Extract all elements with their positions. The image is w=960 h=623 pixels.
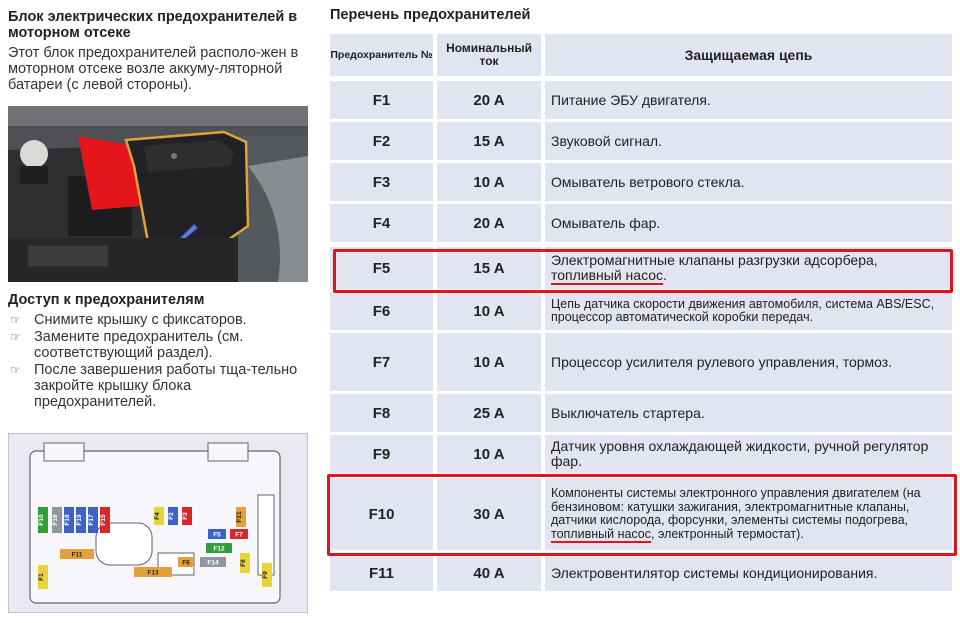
rating-cell: 15 A	[437, 247, 541, 289]
fuse-f18	[64, 507, 74, 533]
fuel-pump-underline: топливный насос	[551, 526, 652, 541]
fuse-f8	[240, 553, 250, 573]
rating-cell: 25 A	[437, 394, 541, 432]
fuse-number-cell: F2	[330, 122, 433, 160]
fusebox-title: Блок электрических предохранителей в моторном отсеке	[8, 9, 298, 41]
fuse-f13	[134, 567, 172, 577]
fuse-f7	[230, 529, 248, 539]
engine-bay-photo	[8, 106, 308, 282]
fuse-table-title: Перечень предохранителей	[330, 7, 531, 23]
circuit-cell: Электромагнитные клапаны разгрузки адсорбера, топливный насос.	[545, 247, 952, 289]
fuse-f1	[38, 565, 48, 589]
fuse-f9	[262, 563, 272, 587]
fuse-f10	[38, 507, 48, 533]
fuse-f16	[52, 507, 62, 533]
circuit-cell: Датчик уровня охлаждающей жидкости, ручной регулятор фар.	[545, 435, 952, 473]
svg-text:F21: F21	[236, 511, 243, 523]
fuse-f12	[206, 543, 232, 553]
fuse-number-cell: F5	[330, 247, 433, 289]
svg-text:F1: F1	[38, 573, 45, 581]
access-step: ☞ После завершения работы тща-тельно закройте крышку блока предохранителей.	[10, 362, 298, 410]
fuse-f14	[200, 557, 226, 567]
svg-text:F11: F11	[71, 551, 83, 559]
fusebox-intro: Этот блок предохранителей располо-жен в моторном отсеке возле аккуму-ляторной батареи (с левой стороны).	[8, 45, 299, 93]
fuse-box-diagram	[8, 433, 308, 613]
svg-text:F13: F13	[147, 569, 159, 577]
svg-text:F5: F5	[213, 531, 221, 539]
fuse-f11	[60, 549, 94, 559]
fuse-number-cell: F6	[330, 292, 433, 330]
fuse-f3	[182, 507, 192, 525]
circuit-cell: Выключатель стартера.	[545, 394, 952, 432]
svg-text:F19: F19	[76, 514, 83, 526]
access-step: ☞ Снимите крышку с фиксаторов.	[10, 312, 247, 328]
svg-text:F12: F12	[213, 545, 225, 553]
svg-text:F9: F9	[262, 571, 269, 579]
fuel-pump-underline: топливный насос	[551, 267, 664, 283]
fuse-number-cell: F8	[330, 394, 433, 432]
svg-text:F4: F4	[154, 512, 161, 520]
highlight-f10-row	[327, 474, 957, 556]
svg-text:F7: F7	[235, 531, 243, 539]
svg-text:F17: F17	[88, 514, 95, 526]
circuit-cell: Омыватель фар.	[545, 204, 952, 242]
rating-cell: 10 A	[437, 333, 541, 391]
svg-text:F6: F6	[182, 559, 190, 567]
rating-cell: 10 A	[437, 163, 541, 201]
fuse-number-cell: F7	[330, 333, 433, 391]
rating-cell: 10 A	[437, 292, 541, 330]
pointing-hand-icon: ☞	[10, 363, 21, 377]
engine-bay-illustration	[8, 106, 308, 282]
access-steps	[8, 312, 310, 411]
fuse-f2	[168, 507, 178, 525]
fuse-f19	[76, 507, 86, 533]
fuse-number-cell: F1	[330, 81, 433, 119]
header-fuse-number: Предохранитель №	[330, 34, 433, 76]
fuse-number-cell: F10	[330, 478, 433, 550]
svg-text:F16: F16	[52, 514, 59, 526]
circuit-cell: Процессор усилителя рулевого управления, тормоз.	[545, 333, 952, 391]
fuse-f5	[208, 529, 226, 539]
rating-cell: 10 A	[437, 435, 541, 473]
fuse-f21	[236, 507, 246, 527]
svg-text:F8: F8	[240, 559, 247, 567]
fuse-f4	[154, 507, 164, 525]
rating-cell: 30 A	[437, 478, 541, 550]
svg-text:F3: F3	[182, 512, 189, 520]
circuit-cell: Звуковой сигнал.	[545, 122, 952, 160]
fuse-f6	[178, 557, 194, 567]
svg-text:F2: F2	[168, 512, 175, 520]
pointing-hand-icon: ☞	[10, 330, 21, 344]
fuse-number-cell: F9	[330, 435, 433, 473]
circuit-cell: Компоненты системы электронного управления двигателем (на бензиновом: катушки зажигания, электромагнитные клапаны, датчики кислорода, форсунки, элементы системы подогрева, топливный насос, электронный термостат).	[545, 478, 952, 550]
svg-text:F14: F14	[207, 559, 219, 567]
rating-cell: 15 A	[437, 122, 541, 160]
fuse-f17	[88, 507, 98, 533]
circuit-cell: Цепь датчика скорости движения автомобиля, система ABS/ESC, процессор автоматической коробки передач.	[545, 292, 952, 330]
fuse-number-cell: F11	[330, 555, 433, 591]
circuit-cell: Омыватель ветрового стекла.	[545, 163, 952, 201]
rating-cell: 20 A	[437, 204, 541, 242]
svg-text:F10: F10	[38, 514, 45, 526]
fuse-f15	[100, 507, 110, 533]
circuit-cell: Электровентилятор системы кондиционирования.	[545, 555, 952, 591]
header-circuit: Защищаемая цепь	[545, 34, 952, 76]
access-step: ☞ Замените предохранитель (см. соответствующий раздел).	[10, 329, 244, 361]
access-title: Доступ к предохранителям	[8, 292, 205, 308]
pointing-hand-icon: ☞	[10, 313, 21, 327]
svg-text:F15: F15	[100, 514, 107, 526]
fuse-number-cell: F4	[330, 204, 433, 242]
rating-cell: 20 A	[437, 81, 541, 119]
highlight-f5-row	[333, 249, 953, 293]
circuit-cell: Питание ЭБУ двигателя.	[545, 81, 952, 119]
rating-cell: 40 A	[437, 555, 541, 591]
header-rating: Номинальный ток	[437, 34, 541, 76]
svg-text:F18: F18	[64, 514, 71, 526]
fuse-number-cell: F3	[330, 163, 433, 201]
